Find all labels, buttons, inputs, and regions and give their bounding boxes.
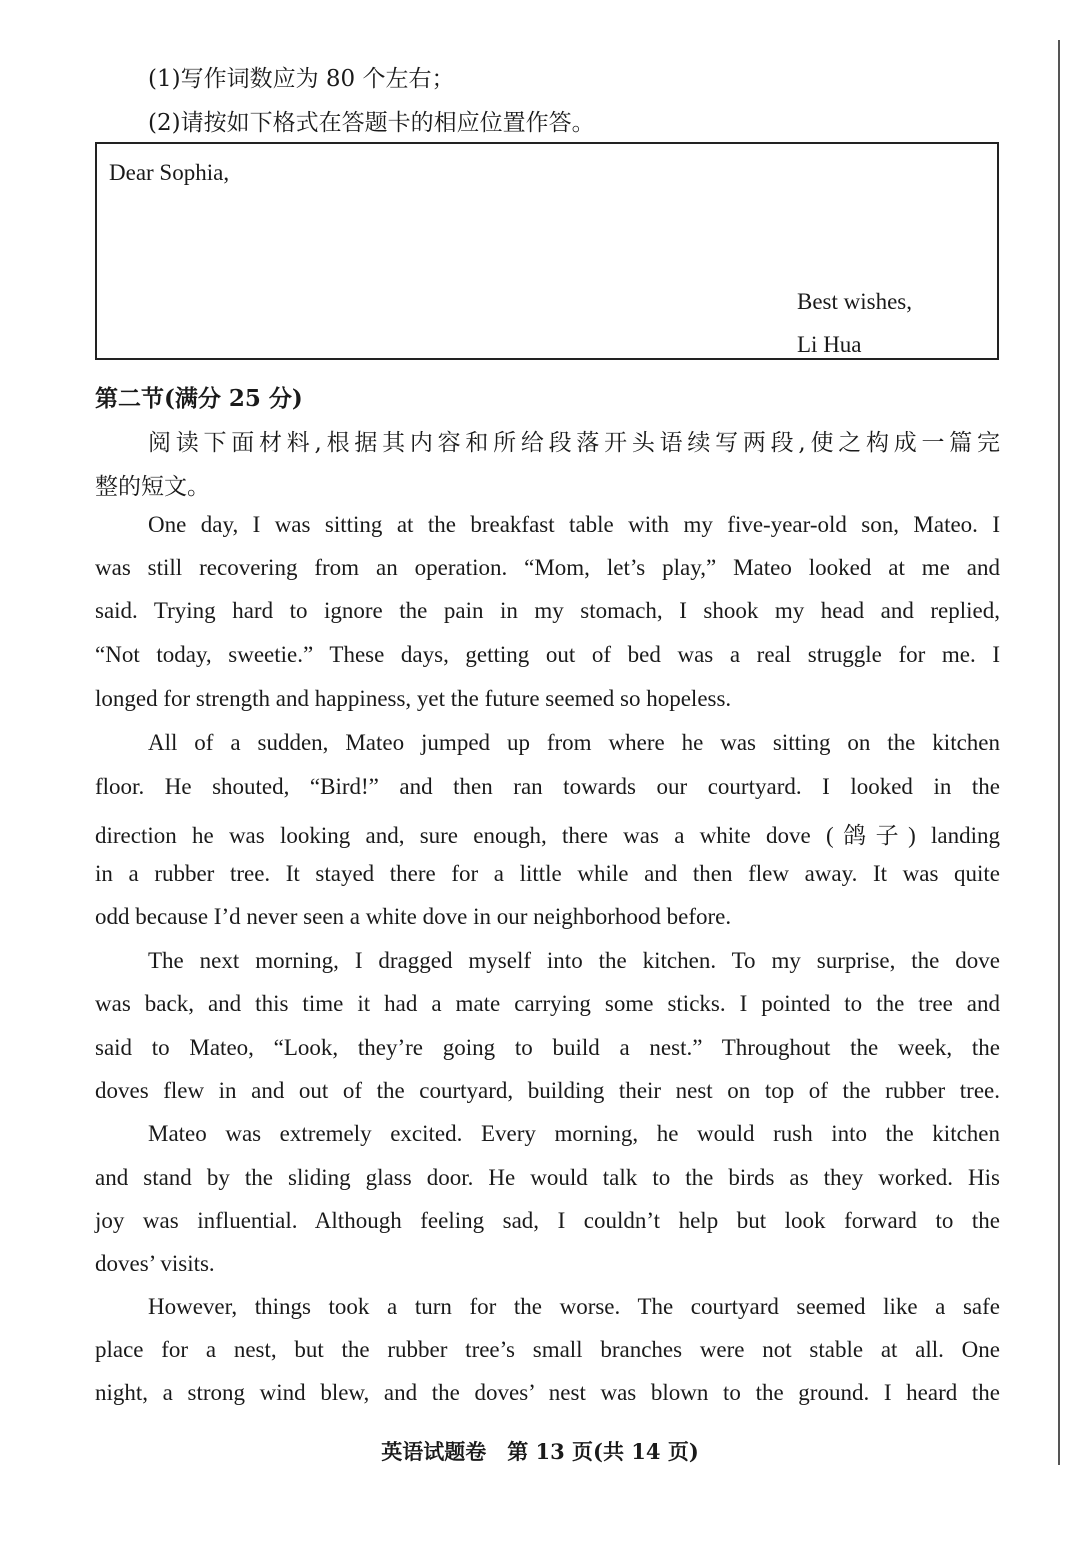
passage-line: longed for strength and happiness, yet the future seemed so hopeless. bbox=[95, 686, 732, 711]
passage-line: doves flew in and out of the courtyard, building their nest on top of the rubber tree. bbox=[95, 1078, 1000, 1103]
requirement-1: (1)写作词数应为 80 个左右； bbox=[148, 66, 455, 92]
passage-line: joy was influential. Although feeling sad, I couldn’t help but look forward to the bbox=[95, 1208, 1000, 1233]
passage-line: place for a nest, but the rubber tree’s small branches were not stable at all. One bbox=[95, 1337, 1000, 1362]
letter-closing: Best wishes, bbox=[797, 289, 912, 314]
passage-line: said. Trying hard to ignore the pain in my stomach, I shook my head and replied, bbox=[95, 598, 1000, 623]
passage-line: However, things took a turn for the worse. The courtyard seemed like a safe bbox=[148, 1294, 1000, 1319]
passage-line: floor. He shouted, “Bird!” and then ran towards our courtyard. I looked in the bbox=[95, 774, 1000, 799]
section-heading: 第二节(满分 25 分) bbox=[95, 385, 303, 412]
passage-line: and stand by the sliding glass door. He would talk to the birds as they worked. His bbox=[95, 1165, 1000, 1190]
instruction-line-2: 整的短文。 bbox=[95, 474, 210, 500]
margin-rule bbox=[1058, 40, 1060, 1465]
page-footer: 英语试题卷 第 13 页(共 14 页) bbox=[381, 1439, 699, 1464]
passage-line: The next morning, I dragged myself into the kitchen. To my surprise, the dove bbox=[148, 948, 1000, 973]
passage-line: direction he was looking and, sure enough, there was a white dove (鸽子) landing bbox=[95, 823, 1000, 848]
letter-salutation: Dear Sophia, bbox=[109, 160, 230, 185]
passage-line: was still recovering from an operation. “Mom, let’s play,” Mateo looked at me and bbox=[95, 555, 1000, 580]
passage-line: night, a strong wind blew, and the doves’ nest was blown to the ground. I heard the bbox=[95, 1380, 1000, 1405]
instruction-line-1: 阅读下面材料,根据其内容和所给段落开头语续写两段,使之构成一篇完 bbox=[148, 430, 1000, 456]
passage-line: doves’ visits. bbox=[95, 1251, 215, 1276]
letter-format-box bbox=[95, 142, 999, 360]
passage-line: in a rubber tree. It stayed there for a little while and then flew away. It was quite bbox=[95, 861, 1000, 886]
passage-line: said to Mateo, “Look, they’re going to build a nest.” Throughout the week, the bbox=[95, 1035, 1000, 1060]
passage-line: One day, I was sitting at the breakfast table with my five-year-old son, Mateo. I bbox=[148, 512, 1000, 537]
passage-line: was back, and this time it had a mate carrying some sticks. I pointed to the tree and bbox=[95, 991, 1000, 1016]
letter-signature: Li Hua bbox=[797, 332, 862, 357]
passage-line: odd because I’d never seen a white dove in our neighborhood before. bbox=[95, 904, 732, 929]
requirement-2: (2)请按如下格式在答题卡的相应位置作答。 bbox=[148, 110, 595, 136]
passage-line: Mateo was extremely excited. Every morning, he would rush into the kitchen bbox=[148, 1121, 1000, 1146]
passage-line: All of a sudden, Mateo jumped up from where he was sitting on the kitchen bbox=[148, 730, 1000, 755]
passage-line: “Not today, sweetie.” These days, getting out of bed was a real struggle for me. I bbox=[95, 642, 1000, 667]
